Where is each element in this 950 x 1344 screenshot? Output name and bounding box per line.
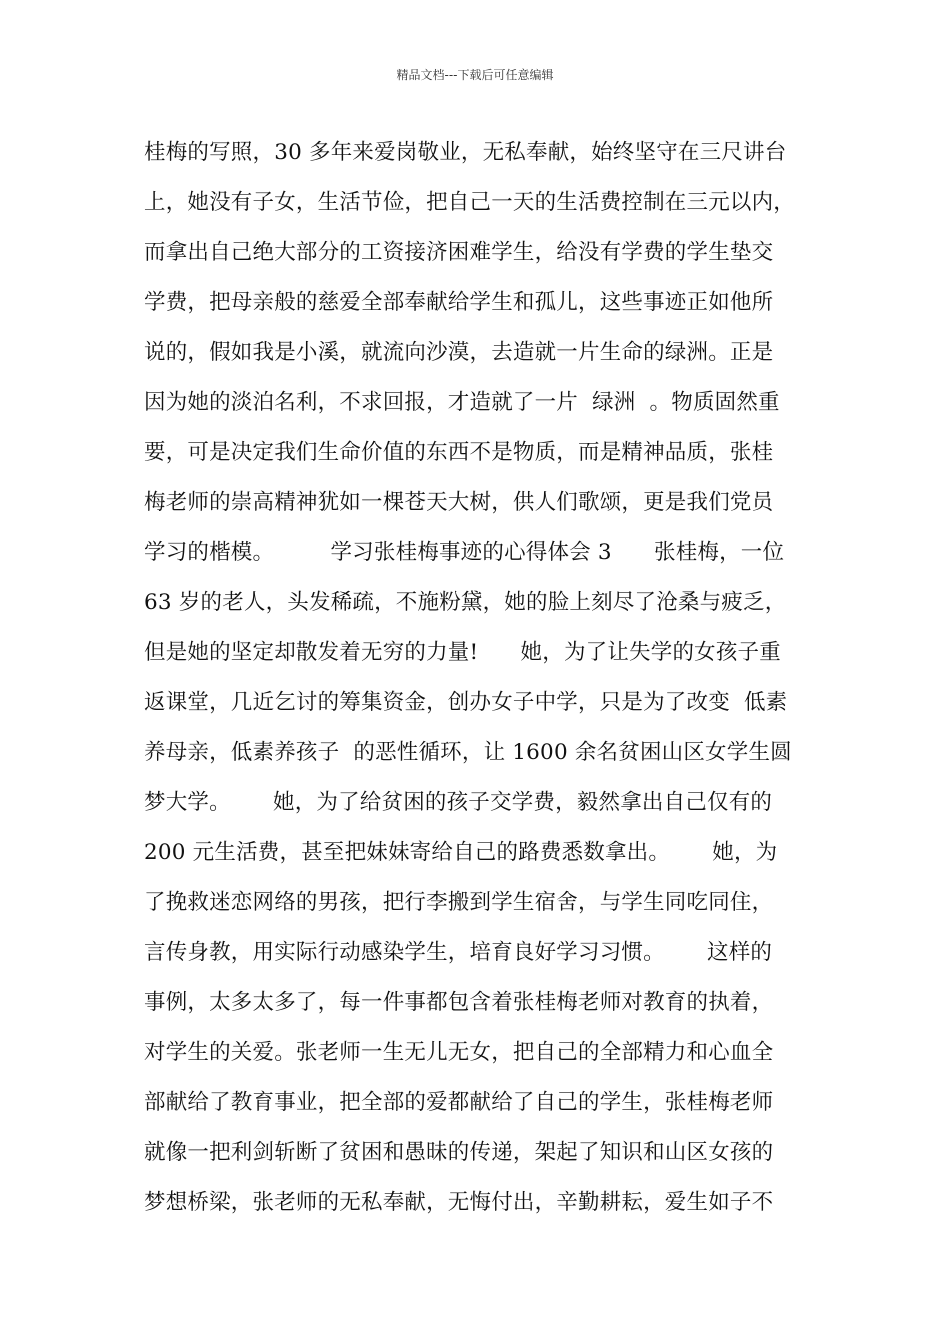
- text-line: 对学生的关爱。张老师一生无儿无女，把自己的全部精力和心血全: [144, 1040, 774, 1065]
- text-line: 事例，太多太多了，每一件事都包含着张桂梅老师对教育的执着，: [144, 990, 774, 1015]
- text-line: 梦想桥梁，张老师的无私奉献，无悔付出，辛勤耕耘，爱生如子不: [144, 1190, 774, 1215]
- text-line: 而拿出自己绝大部分的工资接济困难学生，给没有学费的学生垫交: [144, 240, 774, 265]
- text-line: 养母亲，低素养孩子 的恶性循环，让 1600 余名贫困山区女学生圆: [144, 740, 792, 765]
- text-line: 就像一把利剑斩断了贫困和愚昧的传递，架起了知识和山区女孩的: [144, 1140, 774, 1165]
- text-line: 返课堂，几近乞讨的筹集资金，创办女子中学，只是为了改变 低素: [144, 690, 788, 715]
- text-line: 了挽救迷恋网络的男孩，把行李搬到学生宿舍，与学生同吃同住，: [144, 890, 774, 915]
- text-line: 要，可是决定我们生命价值的东西不是物质，而是精神品质，张桂: [144, 440, 774, 465]
- text-line: 但是她的坚定却散发着无穷的力量! 她，为了让失学的女孩子重: [144, 640, 781, 665]
- text-line: 学习的楷模。 学习张桂梅事迹的心得体会 3 张桂梅，一位: [144, 540, 785, 565]
- text-line: 学费，把母亲般的慈爱全部奉献给学生和孤儿，这些事迹正如他所: [144, 290, 774, 315]
- text-line: 桂梅的写照，30 多年来爱岗敬业，无私奉献，始终坚守在三尺讲台: [144, 140, 787, 165]
- text-line: 63 岁的老人，头发稀疏，不施粉黛，她的脸上刻尽了沧桑与疲乏，: [144, 590, 787, 615]
- text-line: 言传身教，用实际行动感染学生，培育良好学习习惯。 这样的: [144, 940, 773, 965]
- text-line: 200 元生活费，甚至把妹妹寄给自己的路费悉数拿出。 她，为: [144, 840, 778, 865]
- text-line: 说的，假如我是小溪，就流向沙漠，去造就一片生命的绿洲。正是: [144, 340, 774, 365]
- page-header: 精品文档---下载后可任意编辑: [396, 68, 554, 82]
- text-line: 上，她没有子女，生活节俭，把自己一天的生活费控制在三元以内，: [144, 190, 796, 215]
- text-line: 部献给了教育事业，把全部的爱都献给了自己的学生，张桂梅老师: [144, 1090, 774, 1115]
- text-line: 因为她的淡泊名利，不求回报，才造就了一片 绿洲 。物质固然重: [144, 390, 780, 415]
- document-body: [144, 133, 824, 1233]
- text-line: 梦大学。 她，为了给贫困的孩子交学费，毅然拿出自己仅有的: [144, 790, 773, 815]
- text-line: 梅老师的崇高精神犹如一棵苍天大树，供人们歌颂，更是我们党员: [144, 490, 774, 515]
